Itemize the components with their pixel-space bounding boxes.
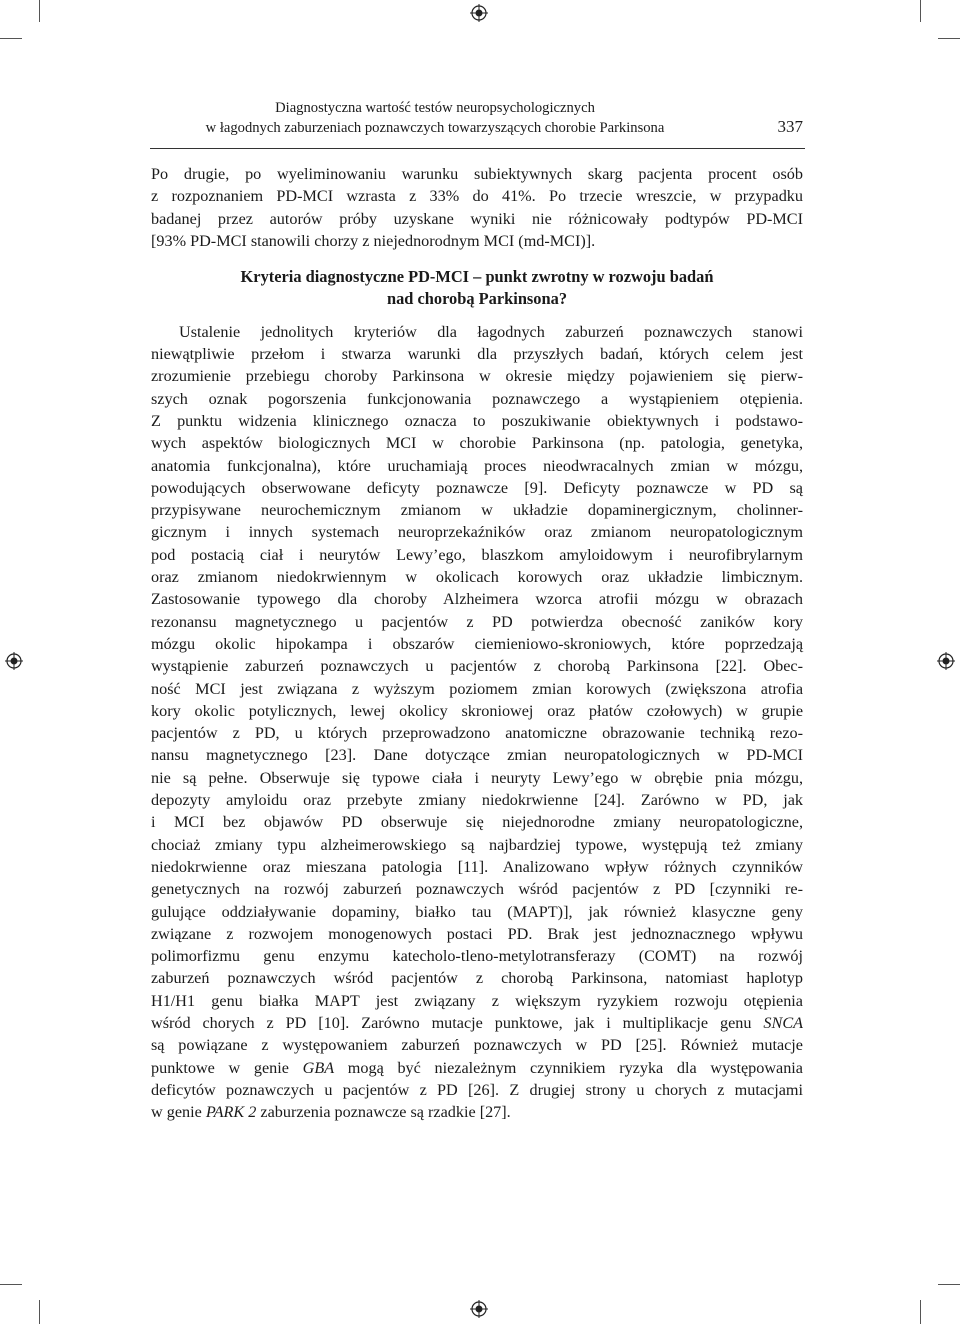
text-line: niewątpliwie przełom i stwarza warunki dla przyszłych badań, których celem jest (151, 345, 803, 364)
text-line: chociaż zmiany typu alzheimerowskiego są najbardziej typowe, występują też zmiany (151, 835, 803, 854)
registration-mark-left-icon (5, 652, 23, 670)
text-line: pod postacią ciał i neurytów Lewy’ego, blaszkom amyloidowym i neurofibrylarnym (151, 545, 803, 564)
text-line: z rozpoznaniem PD-MCI wzrasta z 33% do 41%. Po trzecie wreszcie, w przypadku (151, 187, 803, 206)
text-line: badanej przez autorów próby uzyskane wyniki nie różnicowały podtypów PD-MCI (151, 209, 803, 228)
text-line: H1/H1 genu białka MAPT jest związany z większym ryzykiem rozwoju otępienia (151, 991, 803, 1010)
text-line: szych oznak pogorszenia funkcjonowania poznawczego a wystąpieniem otępienia. (151, 389, 803, 408)
crop-mark-bottom-left (39, 1300, 40, 1324)
text-line: genetycznych na rozwój zaburzeń poznawczych wśród pacjentów z PD [czynniki re- (151, 880, 803, 899)
text-line: depozyty amyloidu oraz przebyte zmiany niedokrwienne [24]. Zarówno w PD, jak (151, 791, 803, 810)
intro-paragraph (151, 163, 803, 252)
registration-mark-bottom-icon (470, 1300, 488, 1318)
text-segment: punktowe w genie (151, 1058, 303, 1077)
text-line: mózgu okolic hipokampa i obszarów ciemieniowo-skroniowych, które poprzedzają (151, 634, 803, 653)
text-segment: zaburzenia poznawcze są rzadkie [27]. (256, 1103, 511, 1122)
body-text (151, 163, 803, 1123)
text-line: gulujące oddziaływanie dopaminy, białko tau (MAPT)], jak również klasyczne geny (151, 902, 803, 921)
text-line: powodujących obserwowane deficyty poznawcze [9]. Deficyty poznawcze w PD są (151, 478, 803, 497)
text-line: Ustalenie jednolitych kryteriów dla łagodnych zaburzeń poznawczych stanowi (179, 322, 803, 341)
text-line: związane z rozwojem monogenowych postaci PD. Brak jest jednoznacznego wpływu (151, 924, 803, 943)
text-line-park2 (151, 1101, 803, 1123)
text-line: zrozumienie przebiegu choroby Parkinsona w okresie między pojawieniem się pierw- (151, 367, 803, 386)
gene-name-gba: GBA (302, 1058, 335, 1077)
registration-mark-top-icon (470, 4, 488, 22)
text-line: Z punktu widzenia klinicznego oznacza to poszukiwanie obiektywnych i podstawo- (151, 411, 803, 430)
main-paragraph (151, 321, 803, 1124)
text-line: przypisywane neurochemicznym zmianom w układzie dopaminergicznym, cholinner- (151, 501, 803, 520)
running-head (150, 96, 805, 149)
text-line: niedokrwienne oraz mieszana patologia [11]. Analizowano wpływ różnych czynników (151, 857, 803, 876)
text-line: nansu magnetycznego [23]. Dane dotyczące zmian neuropatologicznych w PD-MCI (151, 746, 803, 765)
text-line: rezonansu magnetycznego u pacjentów z PD potwierdza obecność zaników kory (151, 612, 803, 631)
text-line: gicznym i innych systemach neuroprzekaźników oraz zmianom neuropatologicznym (151, 523, 803, 542)
text-line: Zastosowanie typowego dla choroby Alzheimera wzorca atrofii mózgu w obrazach (151, 590, 803, 609)
text-line: zaburzeń poznawczych wśród pacjentów z chorobą Parkinsona, natomiast haplotyp (151, 969, 803, 988)
text-line: nie są pełne. Obserwuje się typowe ciała i neuryty Lewy’ego w obrębie pnia mózgu, (151, 768, 803, 787)
text-line: Po drugie, po wyeliminowaniu warunku subiektywnych skarg pacjenta procent osób (151, 165, 803, 183)
text-line: oraz zmianom niedokrwiennym w okolicach korowych oraz układzie limbicznym. (151, 568, 803, 587)
crop-mark-bottom-left-h (0, 1284, 22, 1285)
text-line: są powiązane z występowaniem zaburzeń poznawczych w PD [25]. Również mutacje (151, 1036, 803, 1055)
text-line: deficytów poznawczych u pacjentów z PD [26]. Z drugiej strony u chorych z mutacjami (151, 1080, 803, 1099)
crop-mark-top-left-h (0, 38, 22, 39)
section-heading (151, 266, 803, 311)
text-line: ność MCI jest związana z wyższym poziomem zmian korowych (zwiększona atrofia (151, 679, 803, 698)
page-number: 337 (777, 117, 803, 136)
text-line: [93% PD-MCI stanowili chorzy z niejednorodnym MCI (md-MCI)]. (151, 231, 596, 250)
running-title-line-1: Diagnostyczna wartość testów neuropsychologicznych (275, 100, 595, 116)
text-line: pacjentów z PD, u których przeprowadzono anatomiczne obrazowanie techniką rezo- (151, 724, 803, 743)
crop-mark-top-right (920, 0, 921, 22)
text-line: kory okolic potylicznych, lewej okolicy skroniowej oraz płatów czołowych) w grupie (151, 701, 803, 720)
text-line-gba (151, 1057, 803, 1079)
text-line-snca (151, 1012, 803, 1034)
text-line: wych aspektów biologicznych MCI w chorobie Parkinsona (np. patologia, genetyka, (151, 434, 803, 453)
crop-mark-bottom-right (920, 1300, 921, 1324)
text-line: polimorfizmu genu enzymu katecholo-tleno-metylotransferazy (COMT) na rozwój (151, 947, 803, 966)
gene-name-park2: PARK 2 (205, 1103, 257, 1122)
text-line: anatomia funkcjonalna), które uruchamiają proces nieodwracalnych zmian w mózgu, (151, 456, 803, 475)
section-heading-line-1: Kryteria diagnostyczne PD-MCI – punkt zwrotny w rozwoju badań (240, 267, 714, 287)
text-line: wystąpienie zaburzeń poznawczych u pacjentów z chorobą Parkinsona [22]. Obec- (151, 657, 803, 676)
crop-mark-bottom-right-h (938, 1284, 960, 1285)
text-segment: w genie (151, 1103, 206, 1122)
running-title-line-2: w łagodnych zaburzeniach poznawczych towarzyszących chorobie Parkinsona (205, 120, 665, 136)
crop-mark-top-right-h (938, 38, 960, 39)
text-segment: mogą być niezależnym czynnikiem ryzyka dla występowania (334, 1058, 803, 1077)
registration-mark-right-icon (937, 652, 955, 670)
text-segment: wśród chorych z PD [10]. Zarówno mutacje punktowe, jak i multiplikacje genu (151, 1013, 764, 1032)
crop-mark-top-left (39, 0, 40, 22)
running-title (150, 98, 720, 138)
text-line: i MCI bez objawów PD obserwuje się niejednorodne zmiany neuropatologiczne, (151, 813, 803, 832)
gene-name-snca: SNCA (763, 1013, 803, 1032)
section-heading-line-2: nad chorobą Parkinsona? (386, 289, 568, 309)
